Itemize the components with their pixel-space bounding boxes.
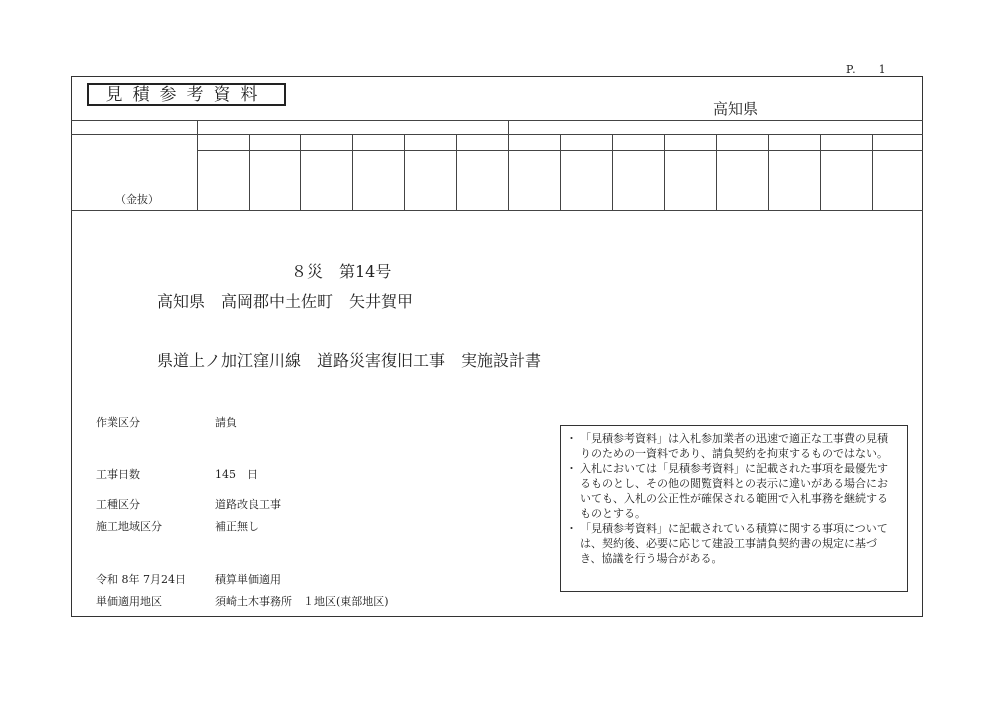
document-title: 見積参考資料 xyxy=(87,83,286,106)
detail-value: 須崎土木事務所 １地区(東部地区) xyxy=(215,595,389,608)
project-number: ８災 第14号 xyxy=(291,262,392,281)
detail-label: 令和 8年 7月24日 xyxy=(96,573,186,586)
notice-item xyxy=(566,461,895,521)
notice-text: 「見積参考資料」は入札参加業者の迅速で適正な工事費の見積りのための一資料であり、請負契約を拘束するものではない。 xyxy=(580,432,888,460)
detail-value: 請負 xyxy=(215,416,237,429)
notice-box xyxy=(560,425,908,592)
bullet: ・ xyxy=(566,462,577,475)
amount-excluded-label: （金抜） xyxy=(115,193,159,206)
detail-value: 積算単価適用 xyxy=(215,573,281,586)
detail-label: 工事日数 xyxy=(96,468,140,481)
detail-value: 補正無し xyxy=(215,520,259,533)
notice-text: 「見積参考資料」に記載されている積算に関する事項については、契約後、必要に応じて建設工事請負契約書の規定に基づき、協議を行う場合がある。 xyxy=(580,522,888,565)
detail-value: 145 日 xyxy=(215,468,258,481)
notice-text: 入札においては「見積参考資料」に記載された事項を最優先するものとし、その他の閲覧資料との表示に違いがある場合においても、入札の公正性が確保される範囲で入札事務を継続するものとする。 xyxy=(580,462,888,520)
project-location: 高知県 高岡郡中土佐町 矢井賀甲 xyxy=(157,292,414,311)
bullet: ・ xyxy=(566,522,577,535)
prefecture-label: 高知県 xyxy=(713,100,759,118)
notice-item xyxy=(566,521,895,566)
notice-item xyxy=(566,431,895,461)
bullet: ・ xyxy=(566,432,577,445)
detail-label: 単価適用地区 xyxy=(96,595,162,608)
page-number: P. 1 xyxy=(846,63,887,76)
detail-label: 作業区分 xyxy=(96,416,140,429)
project-name: 県道上ノ加江窪川線 道路災害復旧工事 実施設計書 xyxy=(157,351,542,370)
detail-label: 工種区分 xyxy=(96,498,140,511)
detail-label: 施工地域区分 xyxy=(96,520,162,533)
detail-value: 道路改良工事 xyxy=(215,498,281,511)
